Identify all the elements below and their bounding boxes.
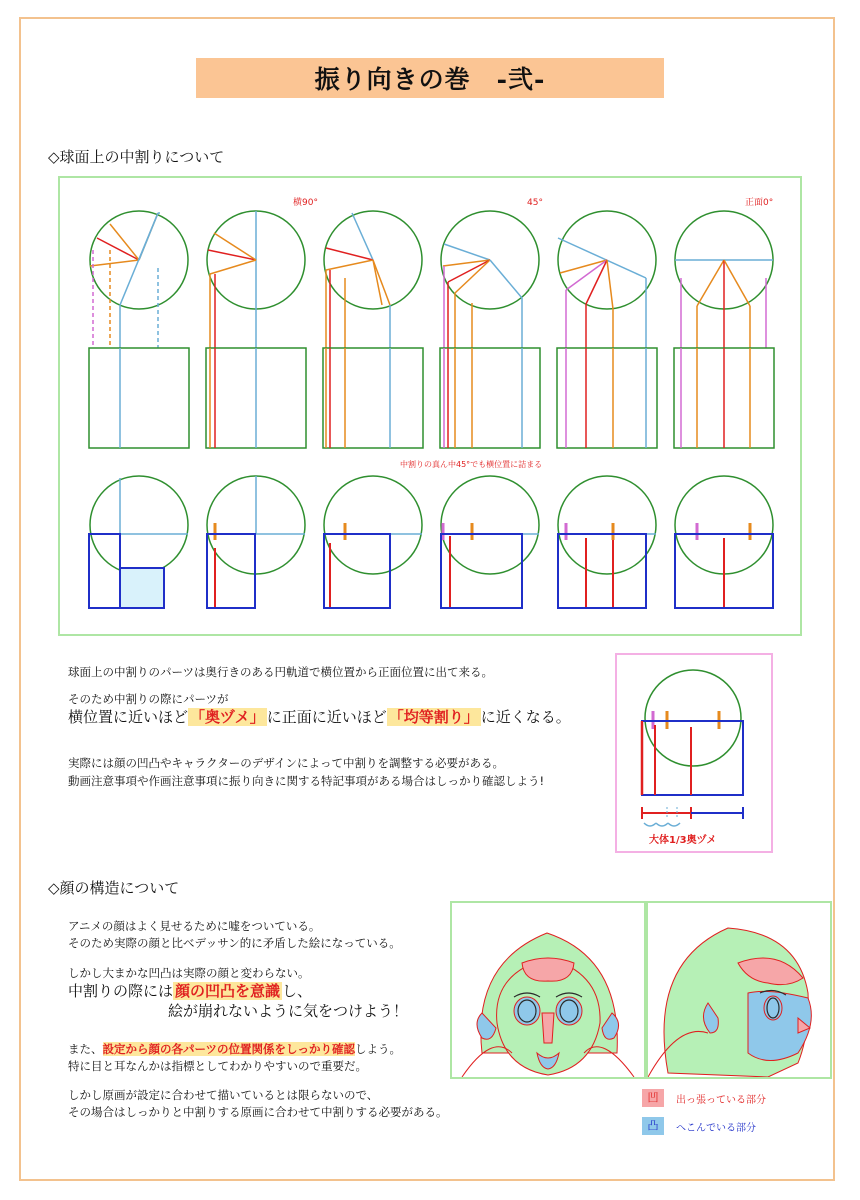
legend-item-protruding: [642, 1089, 766, 1107]
face-p8: しかし原画が設定に合わせて描いているとは限らないので、: [68, 1088, 379, 1102]
legend-label-protruding: 出っ張っている部分: [676, 1094, 766, 1106]
face-p9: その場合はしっかりと中割りする原画に合わせて中割りする必要がある。: [68, 1105, 448, 1119]
face-p4-a: 中割りの際には: [68, 982, 174, 1000]
okuzume-caption: 大体1/3奥ヅメ: [649, 835, 717, 846]
face-front-illustration: [452, 903, 644, 1077]
okuzume-diagram: [617, 655, 771, 851]
legend-label-recessed: へこんでいる部分: [676, 1122, 756, 1134]
explanation-line3-e: に近くなる。: [480, 708, 571, 726]
section-heading-sphere: ◇球面上の中割りについて: [48, 148, 225, 166]
explanation-line4: 実際には顔の凹凸やキャラクターのデザインによって中割りを調整する必要がある。: [68, 756, 504, 770]
label-45: 45°: [527, 198, 543, 208]
legend-item-recessed: [642, 1117, 756, 1135]
face-front-image: [450, 901, 646, 1079]
explanation-line1: 球面上の中割りのパーツは奥行きのある円軌道で横位置から正面位置に出て来る。: [68, 665, 494, 679]
face-p2: そのため実際の顔と比べデッサン的に矛盾した絵になっている。: [68, 936, 401, 950]
keyword-kintouwari: 「均等割り」: [388, 708, 479, 726]
explanation-line2: そのため中割りの際にパーツが: [68, 692, 229, 706]
section-heading-face: ◇顔の構造について: [48, 879, 180, 897]
face-side-illustration: [648, 903, 830, 1077]
legend-swatch-recessed: 凸: [642, 1117, 664, 1135]
page-title: 振り向きの巻 -弐-: [196, 58, 664, 98]
explanation-line3-a: 横位置に近いほど: [68, 708, 189, 726]
keyword-check-settings: 設定から顔の各パーツの位置関係をしっかり確認: [102, 1042, 356, 1056]
face-p4-c: し、: [282, 982, 313, 1000]
keyword-face-relief: 顔の凹凸を意識: [175, 982, 281, 1000]
face-p6: [68, 1040, 401, 1058]
face-p1: アニメの顔はよく見せるために嘘をついている。: [68, 919, 321, 933]
face-side-image: [646, 901, 832, 1079]
explanation-line3-c: に正面に近いほど: [266, 708, 387, 726]
face-p6-a: また、: [68, 1042, 103, 1056]
keyword-okuzume: 「奥ヅメ」: [190, 708, 265, 726]
face-p6-c: しよう。: [355, 1042, 402, 1056]
face-p7: 特に目と耳なんかは指標としてわかりやすいので重要だ。: [68, 1059, 367, 1073]
explanation-line3: [68, 708, 571, 726]
label-side-90: 横90°: [293, 198, 318, 208]
explanation-line5: 動画注意事項や作画注意事項に振り向きに関する特記事項がある場合はしっかり確認しよう!: [68, 774, 545, 788]
face-p4: [68, 982, 312, 1000]
label-front-0: 正面0°: [745, 198, 774, 208]
okuzume-diagram-panel: [615, 653, 773, 853]
face-p5: 絵が崩れないように気をつけよう！: [168, 1002, 409, 1020]
sphere-diagram-panel: [58, 176, 802, 636]
sphere-inbetween-diagram: [60, 178, 804, 638]
mid-note: 中割りの真ん中45°でも横位置に詰まる: [400, 460, 543, 469]
legend-swatch-protruding: 凹: [642, 1089, 664, 1107]
face-p3: しかし大まかな凹凸は実際の顔と変わらない。: [68, 966, 310, 980]
